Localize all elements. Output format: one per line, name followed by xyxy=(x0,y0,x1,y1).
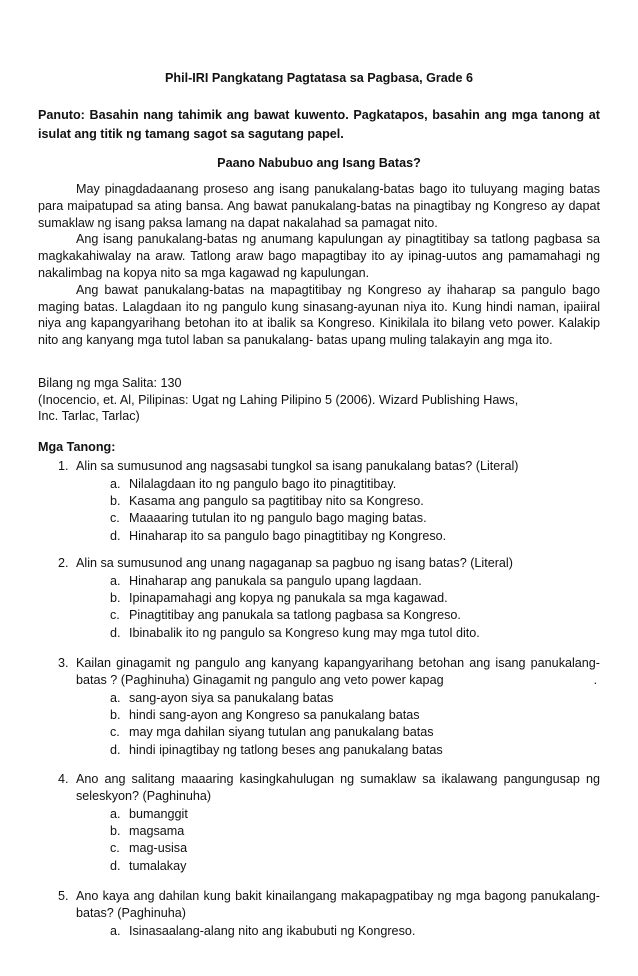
story-paragraph: Ang isang panukalang-batas ng anumang kapulungan ay pinagtitibay sa tatlong pagbasa sa magkakahiwalay na araw. Tatlong araw bago mapagtibay ito ay ipinag-uutos ang pamamahagi ng nakalimbag na kopya nito sa mga kagawad ng kapulungan. xyxy=(38,232,600,280)
choice-letter: a. xyxy=(110,924,121,938)
choice-letter: a. xyxy=(110,477,121,491)
question-number: 1. xyxy=(58,459,69,473)
choice-item xyxy=(38,607,600,624)
choice-letter: a. xyxy=(110,574,121,588)
choice-item xyxy=(38,493,600,510)
question-4 xyxy=(38,771,600,875)
choice-text: Isinasaalang-alang nito ang ikabubuti ng Kongreso. xyxy=(129,924,416,938)
choice-text: magsama xyxy=(129,824,185,839)
choice-item xyxy=(38,528,600,545)
question-1 xyxy=(38,458,600,545)
source-citation-line: Inc. Tarlac, Tarlac) xyxy=(38,409,140,423)
choice-item xyxy=(38,573,600,590)
choice-item xyxy=(38,742,600,759)
choice-item xyxy=(38,690,600,707)
choice-text: tumalakay xyxy=(129,858,187,873)
choice-item xyxy=(38,840,600,857)
question-stem: Ano kaya ang dahilan kung bakit kinailangang makapagpatibay ng mga bagong panukalang-batas? (Paghinuha) xyxy=(76,889,600,920)
question-stem-end: . xyxy=(593,673,598,687)
choice-letter: c. xyxy=(110,841,120,856)
source-citation-line: (Inocencio, et. Al, Pilipinas: Ugat ng Lahing Pilipino 5 (2006). Wizard Publishing Haws, xyxy=(38,392,519,407)
question-2 xyxy=(38,555,600,642)
question-number: 2. xyxy=(58,556,69,570)
question-number: 4. xyxy=(58,772,69,786)
choice-list xyxy=(38,690,600,759)
choice-item xyxy=(38,707,600,724)
question-3 xyxy=(38,655,600,759)
story-title: Paano Nabubuo ang Isang Batas? xyxy=(217,156,421,170)
choice-letter: a. xyxy=(110,691,121,705)
choice-text: Maaaaring tutulan ito ng pangulo bago maging batas. xyxy=(129,511,427,526)
choice-item xyxy=(38,625,600,642)
choice-letter: d. xyxy=(110,528,121,543)
choice-text: Hinaharap ang panukala sa pangulo upang lagdaan. xyxy=(129,574,422,588)
choice-text: Pinagtitibay ang panukala sa tatlong pagbasa sa Kongreso. xyxy=(129,608,461,623)
story-paragraph: Ang bawat panukalang-batas na mapagtitibay ng Kongreso ay ihaharap sa pangulo bago maging batas. Lalagdaan ito ng pangulo kung sinasang-ayunan niya ito. Kung hindi naman, ipaiiral niya ang kapangyarihang betohan ito at ibalik sa Kongreso. Kinikilala ito bilang veto power. Kalakip nito ang kanyang mga tutol laban sa panukalang- batas upang muling talakayin ang mga ito. xyxy=(38,282,600,348)
page-title: Phil-IRI Pangkatang Pagtatasa sa Pagbasa, Grade 6 xyxy=(165,71,473,85)
choice-text: Hinaharap ito sa pangulo bago pinagtitibay ng Kongreso. xyxy=(129,528,447,543)
choice-item xyxy=(38,858,600,875)
choice-item xyxy=(38,806,600,823)
choice-text: bumanggit xyxy=(129,807,188,821)
choice-item xyxy=(38,510,600,527)
choice-text: Nilalagdaan ito ng pangulo bago ito pinagtitibay. xyxy=(129,477,397,491)
choice-item xyxy=(38,476,600,493)
choice-item xyxy=(38,724,600,741)
choice-list xyxy=(38,476,600,545)
story-source xyxy=(38,375,600,425)
choice-letter: c. xyxy=(110,608,120,623)
questions-heading: Mga Tanong: xyxy=(38,440,116,454)
choice-text: hindi sang-ayon ang Kongreso sa panukalang batas xyxy=(129,708,420,723)
choice-letter: d. xyxy=(110,742,121,757)
choice-letter: c. xyxy=(110,725,120,740)
choice-letter: d. xyxy=(110,625,121,640)
word-count: Bilang ng mga Salita: 130 xyxy=(38,376,182,390)
choice-letter: b. xyxy=(110,708,121,723)
choice-letter: b. xyxy=(110,824,121,839)
choice-letter: c. xyxy=(110,511,120,526)
instructions: Panuto: Basahin nang tahimik ang bawat kuwento. Pagkatapos, basahin ang mga tanong at isulat ang titik ng tamang sagot sa sagutang papel. xyxy=(38,108,600,141)
question-number: 3. xyxy=(58,656,69,670)
choice-item xyxy=(38,923,600,940)
choice-text: sang-ayon siya sa panukalang batas xyxy=(129,691,334,705)
choice-item xyxy=(38,590,600,607)
question-stem: Alin sa sumusunod ang unang nagaganap sa pagbuo ng isang batas? (Literal) xyxy=(76,556,513,570)
choice-list xyxy=(38,923,600,940)
story-body xyxy=(38,181,600,349)
choice-text: hindi ipinagtibay ng tatlong beses ang panukalang batas xyxy=(129,742,443,757)
choice-text: may mga dahilan siyang tutulan ang panukalang batas xyxy=(129,725,434,740)
choice-letter: a. xyxy=(110,807,121,821)
question-stem: Ano ang salitang maaaring kasingkahulugan ng sumaklaw sa ikalawang pangungusap ng seleskyon? (Paghinuha) xyxy=(76,772,600,803)
choice-letter: d. xyxy=(110,858,121,873)
choice-item xyxy=(38,823,600,840)
question-5 xyxy=(38,888,600,940)
choice-letter: b. xyxy=(110,591,121,606)
choice-text: Kasama ang pangulo sa pagtitibay nito sa Kongreso. xyxy=(129,494,424,509)
choice-text: Ibinabalik ito ng pangulo sa Kongreso kung may mga tutol dito. xyxy=(129,625,480,640)
question-stem: Alin sa sumusunod ang nagsasabi tungkol sa isang panukalang batas? (Literal) xyxy=(76,459,519,473)
choice-letter: b. xyxy=(110,494,121,509)
story-paragraph: May pinagdadaanang proseso ang isang panukalang-batas bago ito tuluyang maging batas para maipatupad sa ating bansa. Ang bawat panukalang-batas na pinagtibay ng Kongreso ay dapat sumaklaw ng isang paksa lamang na dapat nakalahad sa pamagat nito. xyxy=(38,182,600,230)
choice-list xyxy=(38,806,600,875)
choice-text: Ipinapamahagi ang kopya ng panukala sa mga kagawad. xyxy=(129,591,448,606)
choice-text: mag-usisa xyxy=(129,841,188,856)
choice-list xyxy=(38,573,600,642)
question-number: 5. xyxy=(58,889,69,903)
question-stem: Kailan ginagamit ng pangulo ang kanyang kapangyarihang betohan ang isang panukalang-batas ? (Paghinuha) Ginagamit ng pangulo ang veto power kapag xyxy=(76,656,600,687)
